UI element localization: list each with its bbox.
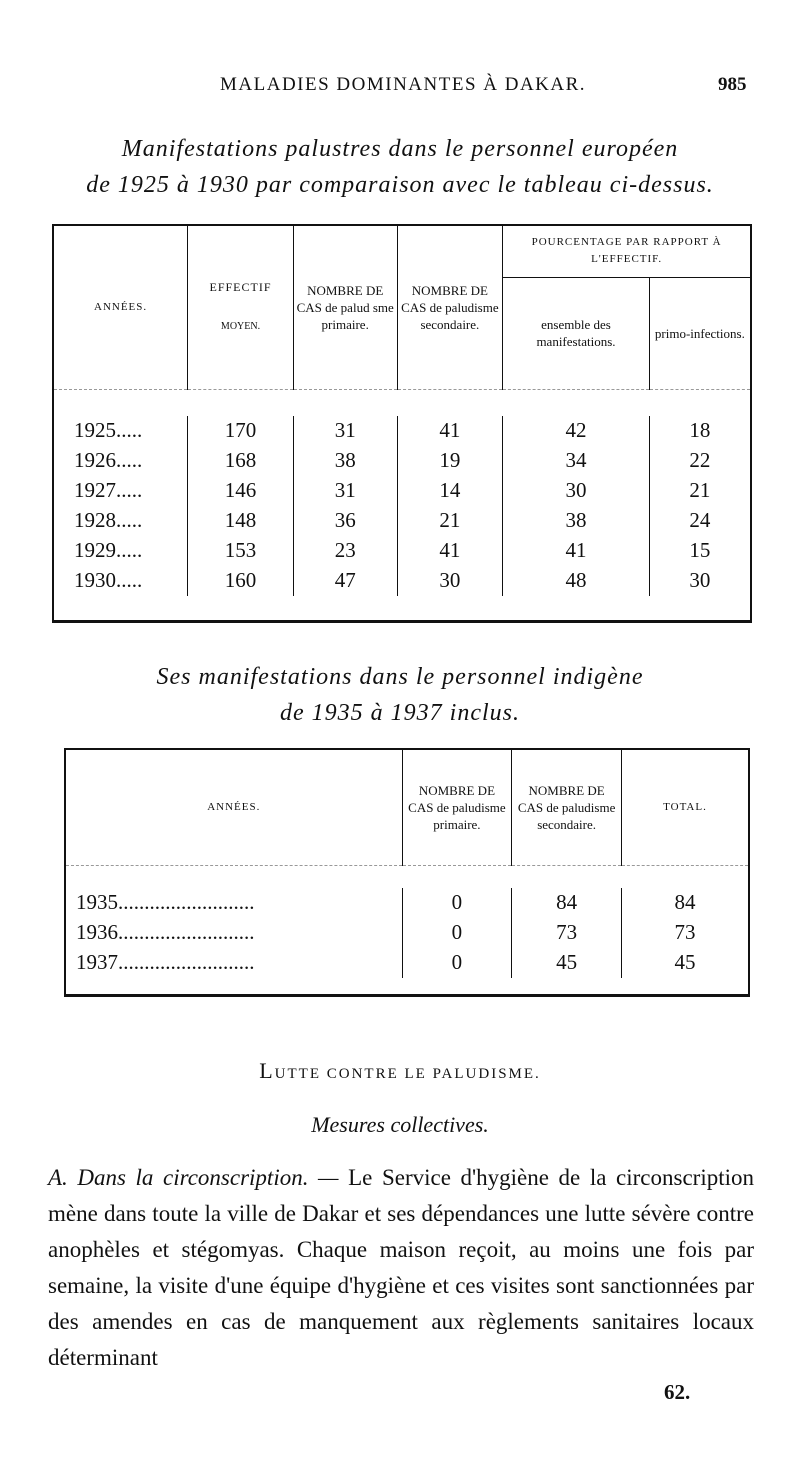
paragraph-body: Le Service d'hygiène de la circonscription mène dans toute la ville de Dakar et ses dépendances une lutte sévère contre anophèles et stégomyas. Chaque maison reçoit, au moins une fois par semaine, la visite d'une équipe d'hygiène et ces visites sont sanctionnées par des amendes en cas de manquement aux règlements sanitaires locaux déterminant xyxy=(48,1165,755,1370)
col-header-primaire: NOMBRE DE CAS de paludisme primaire. xyxy=(402,749,512,865)
table-row xyxy=(65,888,749,918)
total-cell: 45 xyxy=(621,948,749,978)
year-cell: 1928..... xyxy=(53,506,188,536)
year-cell: 1929..... xyxy=(53,536,188,566)
secondaire-cell: 45 xyxy=(512,948,622,978)
col-header-pourcentage: POURCENTAGE PAR RAPPORT À L'EFFECTIF. xyxy=(503,225,751,277)
year-cell: 1925..... xyxy=(53,416,188,446)
primo-cell: 30 xyxy=(649,566,751,596)
secondaire-cell: 73 xyxy=(512,918,622,948)
table1-caption-line1: Manifestations palustres dans le personnel européen xyxy=(121,136,679,162)
col-header-effectif-1: EFFECTIF xyxy=(209,280,272,295)
total-cell: 73 xyxy=(621,918,749,948)
subsection-title: Mesures collectives. xyxy=(311,1112,489,1137)
primaire-cell: 0 xyxy=(402,918,512,948)
col-header-primo: primo-infections. xyxy=(649,277,751,389)
year-cell: 1936.......................... xyxy=(65,918,402,948)
col-header-annees: ANNÉES. xyxy=(53,225,188,389)
ensemble-cell: 30 xyxy=(503,476,650,506)
ensemble-cell: 41 xyxy=(503,536,650,566)
ensemble-cell: 48 xyxy=(503,566,650,596)
table-row xyxy=(53,446,751,476)
primaire-cell: 38 xyxy=(293,446,397,476)
effectif-cell: 153 xyxy=(188,536,294,566)
effectif-cell: 146 xyxy=(188,476,294,506)
secondaire-cell: 30 xyxy=(397,566,503,596)
primo-cell: 18 xyxy=(649,416,751,446)
total-cell: 84 xyxy=(621,888,749,918)
col-header-total: TOTAL. xyxy=(621,749,749,865)
col-header-annees: ANNÉES. xyxy=(65,749,402,865)
european-malaria-table xyxy=(52,224,752,623)
table-row xyxy=(53,506,751,536)
effectif-cell: 148 xyxy=(188,506,294,536)
table2-caption-line1: Ses manifestations dans le personnel indigène xyxy=(156,664,644,690)
ensemble-cell: 42 xyxy=(503,416,650,446)
table-row xyxy=(65,918,749,948)
ensemble-cell: 38 xyxy=(503,506,650,536)
secondaire-cell: 14 xyxy=(397,476,503,506)
col-header-secondaire: NOMBRE DE CAS de paludisme secondaire. xyxy=(512,749,622,865)
page-header xyxy=(0,74,800,104)
body-paragraph xyxy=(48,1160,754,1376)
table-row xyxy=(53,536,751,566)
primaire-cell: 0 xyxy=(402,888,512,918)
secondaire-cell: 41 xyxy=(397,536,503,566)
col-header-effectif xyxy=(188,225,294,389)
table2-caption-line2: de 1935 à 1937 inclus. xyxy=(280,700,520,726)
year-cell: 1926..... xyxy=(53,446,188,476)
primo-cell: 21 xyxy=(649,476,751,506)
primaire-cell: 31 xyxy=(293,416,397,446)
primaire-cell: 0 xyxy=(402,948,512,978)
primo-cell: 24 xyxy=(649,506,751,536)
table1-caption-line2: de 1925 à 1930 par comparaison avec le tableau ci-dessus. xyxy=(86,172,714,198)
primaire-cell: 36 xyxy=(293,506,397,536)
section-title-initial: L xyxy=(259,1058,275,1083)
primaire-cell: 47 xyxy=(293,566,397,596)
year-cell: 1927..... xyxy=(53,476,188,506)
section-title-rest: UTTE CONTRE LE PALUDISME. xyxy=(274,1066,541,1082)
folio-signature: 62. xyxy=(664,1380,691,1404)
effectif-cell: 160 xyxy=(188,566,294,596)
primo-cell: 15 xyxy=(649,536,751,566)
year-cell: 1935.......................... xyxy=(65,888,402,918)
running-title: MALADIES DOMINANTES À DAKAR. xyxy=(220,74,587,95)
page-number: 985 xyxy=(718,74,747,95)
ensemble-cell: 34 xyxy=(503,446,650,476)
effectif-cell: 170 xyxy=(188,416,294,446)
year-cell: 1937.......................... xyxy=(65,948,402,978)
effectif-cell: 168 xyxy=(188,446,294,476)
primo-cell: 22 xyxy=(649,446,751,476)
col-header-ensemble: ensemble des manifestations. xyxy=(503,277,650,389)
secondaire-cell: 19 xyxy=(397,446,503,476)
col-header-secondaire: NOMBRE DE CAS de paludisme secondaire. xyxy=(397,225,503,389)
table-row xyxy=(65,948,749,978)
indigenous-malaria-table xyxy=(64,748,750,997)
table-row xyxy=(53,476,751,506)
year-cell: 1930..... xyxy=(53,566,188,596)
table-row xyxy=(53,566,751,596)
table-row xyxy=(53,416,751,446)
primaire-cell: 23 xyxy=(293,536,397,566)
secondaire-cell: 21 xyxy=(397,506,503,536)
primaire-cell: 31 xyxy=(293,476,397,506)
secondaire-cell: 41 xyxy=(397,416,503,446)
col-header-primaire: NOMBRE DE CAS de palud sme primaire. xyxy=(293,225,397,389)
secondaire-cell: 84 xyxy=(512,888,622,918)
col-header-effectif-2: MOYEN. xyxy=(220,321,261,333)
section-title xyxy=(0,1058,800,1084)
paragraph-lead: A. Dans la circonscription. — xyxy=(48,1165,339,1190)
